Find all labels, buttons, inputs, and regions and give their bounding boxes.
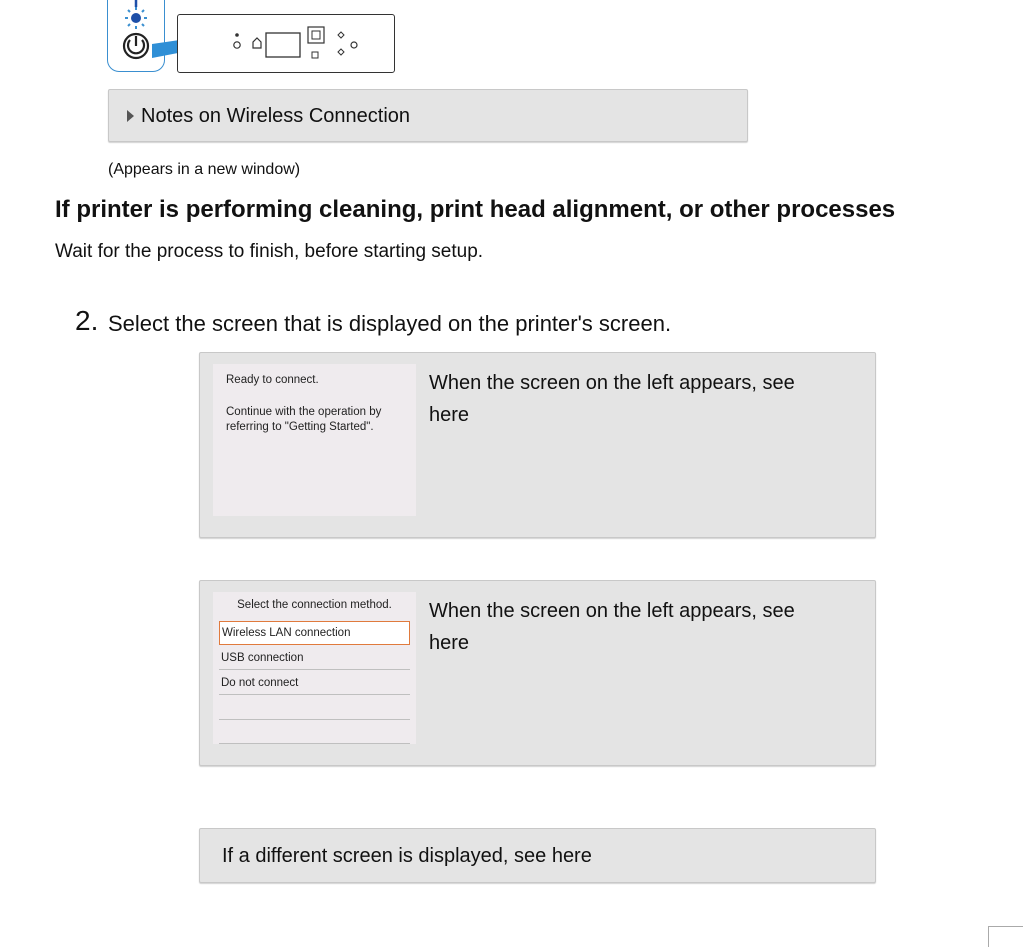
list-item-do-not-connect: Do not connect: [219, 671, 410, 695]
page-corner-divider: [988, 926, 1023, 947]
notes-label: Notes on Wireless Connection: [141, 105, 411, 127]
wait-text: Wait for the process to finish, before starting setup.: [55, 241, 484, 262]
printer-screen-connection: [213, 592, 416, 744]
expand-triangle-icon: [127, 110, 134, 122]
list-item-empty: [219, 696, 410, 720]
screen-title: Ready to connect.: [226, 374, 319, 386]
option-text-line1: When the screen on the left appears, see: [429, 372, 795, 394]
ready-to-connect-option[interactable]: [199, 352, 876, 538]
different-screen-option[interactable]: [199, 828, 876, 883]
screen-body: Continue with the operation by referring to "Getting Started".: [226, 406, 382, 433]
notes-wireless-link[interactable]: [108, 89, 748, 142]
printer-panel-illustration: [177, 14, 395, 73]
panel-buttons-icon: [178, 15, 394, 72]
list-item-empty: [219, 720, 410, 744]
option-text-line1: When the screen on the left appears, see: [429, 600, 795, 622]
option-text: [429, 367, 795, 431]
step-number: 2.: [75, 305, 99, 336]
section-heading: If printer is performing cleaning, print head alignment, or other processes: [55, 196, 896, 223]
option-text-line2: here: [429, 632, 470, 654]
connection-method-option[interactable]: [199, 580, 876, 766]
option-text-line2: here: [429, 404, 470, 426]
list-item-wireless: Wireless LAN connection: [219, 621, 410, 645]
list-item-usb: USB connection: [219, 646, 410, 670]
appears-note: (Appears in a new window): [108, 161, 301, 178]
printer-screen-ready: [213, 364, 416, 516]
option-label: If a different screen is displayed, see here: [222, 845, 592, 867]
screen-title: Select the connection method.: [237, 599, 392, 611]
step-text: Select the screen that is displayed on the printer's screen.: [108, 311, 672, 336]
option-text: [429, 595, 795, 659]
